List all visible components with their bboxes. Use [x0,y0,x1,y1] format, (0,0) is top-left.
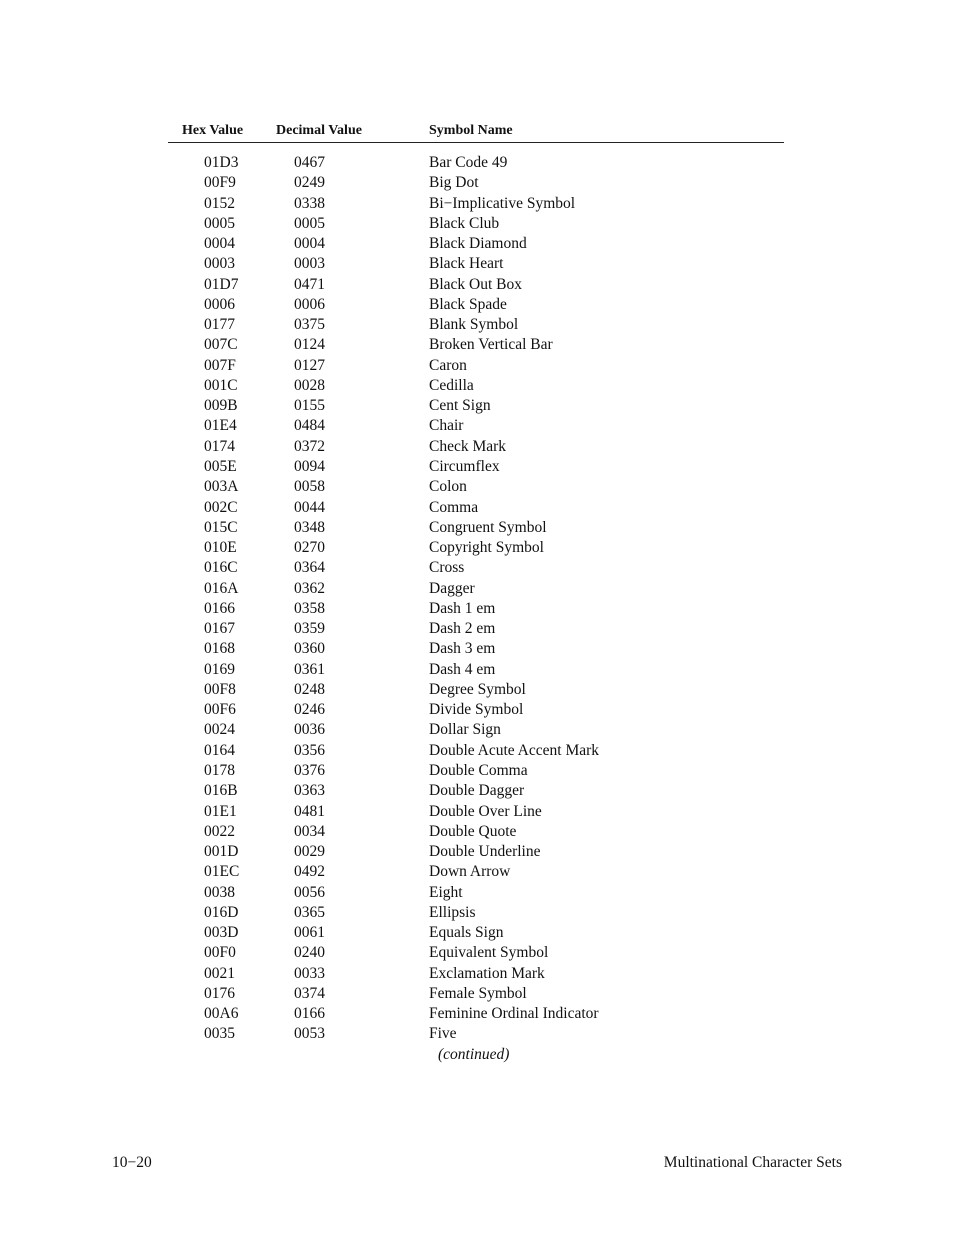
continued-note: (continued) [438,1046,510,1063]
table-row [0,396,954,416]
header-decimal-value: Decimal Value [276,123,362,138]
decimal-value-cell: 0492 [294,863,325,881]
symbol-name-cell: Double Comma [429,761,528,779]
table-row [0,153,954,173]
symbol-name-cell: Dash 3 em [429,640,496,658]
symbol-name-cell: Equivalent Symbol [429,944,549,962]
decimal-value-cell: 0006 [294,295,325,313]
decimal-value-cell: 0376 [294,761,325,779]
table-row [0,761,954,781]
hex-value-cell: 009B [204,397,238,415]
symbol-name-cell: Chair [429,417,464,435]
table-row [0,518,954,538]
symbol-name-cell: Black Heart [429,255,504,273]
hex-value-cell: 0021 [204,964,235,982]
decimal-value-cell: 0044 [294,498,325,516]
table-row [0,275,954,295]
table-row [0,356,954,376]
decimal-value-cell: 0246 [294,701,325,719]
table-row [0,599,954,619]
hex-value-cell: 0176 [204,984,235,1002]
hex-value-cell: 0024 [204,721,235,739]
decimal-value-cell: 0034 [294,822,325,840]
hex-value-cell: 0178 [204,761,235,779]
symbol-name-cell: Bi−Implicative Symbol [429,194,576,212]
table-row [0,660,954,680]
decimal-value-cell: 0338 [294,194,325,212]
decimal-value-cell: 0270 [294,539,325,557]
hex-value-cell: 002C [204,498,238,516]
table-row [0,903,954,923]
table-row [0,822,954,842]
symbol-name-cell: Equals Sign [429,924,504,942]
hex-value-cell: 01E4 [204,417,237,435]
hex-value-cell: 003D [204,924,239,942]
symbol-name-cell: Female Symbol [429,984,527,1002]
table-row [0,680,954,700]
hex-value-cell: 0167 [204,620,235,638]
symbol-name-cell: Black Out Box [429,275,522,293]
table-row [0,214,954,234]
symbol-name-cell: Dash 2 em [429,620,496,638]
symbol-name-cell: Colon [429,478,467,496]
decimal-value-cell: 0249 [294,174,325,192]
table-row [0,254,954,274]
table-row [0,842,954,862]
hex-value-cell: 003A [204,478,239,496]
symbol-name-cell: Comma [429,498,479,516]
symbol-name-cell: Congruent Symbol [429,518,547,536]
hex-value-cell: 005E [204,457,237,475]
table-row [0,376,954,396]
hex-value-cell: 0003 [204,255,235,273]
table-row [0,984,954,1004]
decimal-value-cell: 0058 [294,478,325,496]
table-row [0,538,954,558]
table-row [0,1004,954,1024]
decimal-value-cell: 0124 [294,336,325,354]
symbol-name-cell: Feminine Ordinal Indicator [429,1005,599,1023]
table-row [0,802,954,822]
hex-value-cell: 0164 [204,741,235,759]
decimal-value-cell: 0028 [294,376,325,394]
decimal-value-cell: 0240 [294,944,325,962]
decimal-value-cell: 0003 [294,255,325,273]
hex-value-cell: 0168 [204,640,235,658]
symbol-name-cell: Dash 4 em [429,660,496,678]
table-row [0,883,954,903]
decimal-value-cell: 0471 [294,275,325,293]
hex-value-cell: 0035 [204,1025,235,1043]
decimal-value-cell: 0155 [294,397,325,415]
decimal-value-cell: 0359 [294,620,325,638]
symbol-name-cell: Divide Symbol [429,701,524,719]
hex-value-cell: 0177 [204,316,235,334]
symbol-table-body [0,153,954,1045]
hex-value-cell: 0038 [204,883,235,901]
table-row [0,173,954,193]
decimal-value-cell: 0356 [294,741,325,759]
decimal-value-cell: 0061 [294,924,325,942]
hex-value-cell: 01E1 [204,802,237,820]
symbol-name-cell: Dagger [429,579,475,597]
table-row [0,1024,954,1044]
symbol-name-cell: Down Arrow [429,863,511,881]
decimal-value-cell: 0358 [294,599,325,617]
symbol-name-cell: Cent Sign [429,397,491,415]
table-row [0,923,954,943]
symbol-name-cell: Black Spade [429,295,507,313]
table-row [0,558,954,578]
table-row [0,234,954,254]
symbol-name-cell: Double Dagger [429,782,525,800]
hex-value-cell: 016D [204,903,239,921]
symbol-name-cell: Double Underline [429,843,541,861]
table-row [0,335,954,355]
symbol-name-cell: Circumflex [429,457,500,475]
decimal-value-cell: 0029 [294,843,325,861]
table-row [0,619,954,639]
hex-value-cell: 01D7 [204,275,239,293]
decimal-value-cell: 0484 [294,417,325,435]
table-row [0,720,954,740]
symbol-name-cell: Double Acute Accent Mark [429,741,600,759]
symbol-name-cell: Copyright Symbol [429,539,544,557]
hex-value-cell: 007F [204,356,236,374]
decimal-value-cell: 0166 [294,1005,325,1023]
hex-value-cell: 016C [204,559,238,577]
hex-value-cell: 00F0 [204,944,236,962]
decimal-value-cell: 0375 [294,316,325,334]
table-row [0,437,954,457]
decimal-value-cell: 0053 [294,1025,325,1043]
hex-value-cell: 0174 [204,437,235,455]
decimal-value-cell: 0056 [294,883,325,901]
hex-value-cell: 0005 [204,214,235,232]
decimal-value-cell: 0372 [294,437,325,455]
hex-value-cell: 00A6 [204,1005,239,1023]
table-row [0,700,954,720]
hex-value-cell: 01EC [204,863,240,881]
symbol-name-cell: Caron [429,356,467,374]
symbol-name-cell: Double Quote [429,822,517,840]
hex-value-cell: 001D [204,843,239,861]
hex-value-cell: 01D3 [204,154,239,171]
table-row [0,781,954,801]
symbol-name-cell: Ellipsis [429,903,476,921]
decimal-value-cell: 0005 [294,214,325,232]
hex-value-cell: 00F8 [204,680,236,698]
header-hex-value: Hex Value [182,123,244,138]
table-row [0,943,954,963]
symbol-name-cell: Bar Code 49 [429,154,508,171]
table-row [0,194,954,214]
decimal-value-cell: 0374 [294,984,325,1002]
symbol-name-cell: Exclamation Mark [429,964,545,982]
symbol-name-cell: Cross [429,559,465,577]
table-row [0,416,954,436]
table-row [0,457,954,477]
decimal-value-cell: 0467 [294,154,325,171]
hex-value-cell: 001C [204,376,238,394]
table-row [0,964,954,984]
hex-value-cell: 0166 [204,599,235,617]
section-title: Multinational Character Sets [663,1154,842,1171]
decimal-value-cell: 0481 [294,802,325,820]
table-row [0,477,954,497]
page-number: 10−20 [112,1154,152,1171]
decimal-value-cell: 0094 [294,457,325,475]
decimal-value-cell: 0363 [294,782,325,800]
hex-value-cell: 015C [204,518,238,536]
decimal-value-cell: 0248 [294,680,325,698]
symbol-name-cell: Cedilla [429,376,474,394]
hex-value-cell: 0004 [204,235,235,253]
decimal-value-cell: 0004 [294,235,325,253]
table-row [0,498,954,518]
symbol-name-cell: Dollar Sign [429,721,501,739]
decimal-value-cell: 0360 [294,640,325,658]
hex-value-cell: 0006 [204,295,235,313]
decimal-value-cell: 0127 [294,356,325,374]
table-row [0,741,954,761]
table-row [0,639,954,659]
hex-value-cell: 00F6 [204,701,236,719]
hex-value-cell: 007C [204,336,238,354]
hex-value-cell: 010E [204,539,237,557]
decimal-value-cell: 0361 [294,660,325,678]
hex-value-cell: 0169 [204,660,235,678]
header-symbol-name: Symbol Name [429,123,513,138]
decimal-value-cell: 0033 [294,964,325,982]
symbol-name-cell: Black Club [429,214,500,232]
symbol-name-cell: Blank Symbol [429,316,519,334]
symbol-name-cell: Check Mark [429,437,507,455]
symbol-name-cell: Double Over Line [429,802,542,820]
table-row [0,579,954,599]
decimal-value-cell: 0365 [294,903,325,921]
symbol-name-cell: Broken Vertical Bar [429,336,553,354]
table-row [0,295,954,315]
symbol-name-cell: Black Diamond [429,235,527,253]
table-row [0,315,954,335]
decimal-value-cell: 0362 [294,579,325,597]
hex-value-cell: 016B [204,782,238,800]
table-row [0,862,954,882]
table-header [168,121,784,143]
symbol-name-cell: Big Dot [429,174,479,192]
decimal-value-cell: 0036 [294,721,325,739]
symbol-name-cell: Five [429,1025,457,1043]
hex-value-cell: 0022 [204,822,235,840]
hex-value-cell: 016A [204,579,239,597]
decimal-value-cell: 0348 [294,518,325,536]
decimal-value-cell: 0364 [294,559,325,577]
symbol-name-cell: Eight [429,883,463,901]
symbol-name-cell: Degree Symbol [429,680,526,698]
hex-value-cell: 0152 [204,194,235,212]
symbol-name-cell: Dash 1 em [429,599,496,617]
hex-value-cell: 00F9 [204,174,236,192]
